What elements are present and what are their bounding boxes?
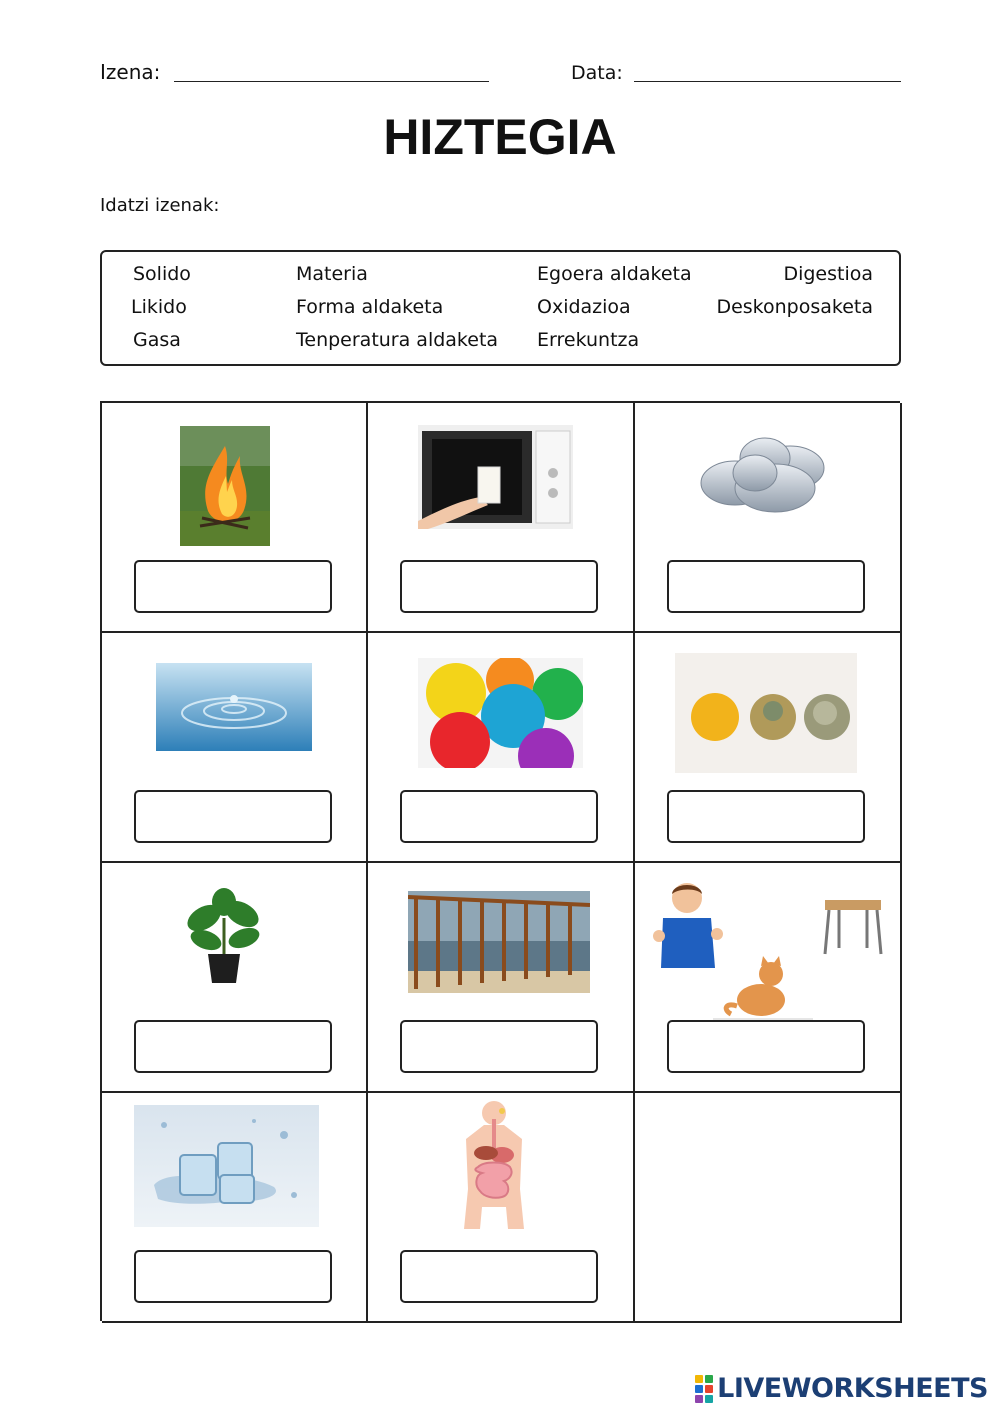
word-bank-item: Digestioa xyxy=(783,263,873,285)
name-label: Izena: xyxy=(100,60,161,84)
answer-box[interactable] xyxy=(667,1020,865,1073)
answer-box[interactable] xyxy=(400,790,598,843)
word-bank-item: Gasa xyxy=(133,329,181,351)
instruction-text: Idatzi izenak: xyxy=(100,195,220,216)
picture-grid xyxy=(100,401,900,1321)
boy-desk-cat-icon xyxy=(653,878,885,1020)
water-drop-icon xyxy=(156,663,312,751)
grid-cell xyxy=(102,633,368,863)
plant-icon xyxy=(184,888,264,985)
rusty-railing-icon xyxy=(408,891,590,993)
answer-box[interactable] xyxy=(400,1020,598,1073)
answer-box[interactable] xyxy=(400,560,598,613)
word-bank-item: Errekuntza xyxy=(537,329,640,351)
grid-cell xyxy=(368,403,635,633)
digestive-system-icon xyxy=(454,1099,534,1233)
answer-box[interactable] xyxy=(400,1250,598,1303)
word-bank-item: Tenperatura aldaketa xyxy=(296,329,499,351)
word-bank-item: Materia xyxy=(296,263,368,285)
grid-cell xyxy=(635,403,902,633)
answer-box[interactable] xyxy=(134,1250,332,1303)
name-field-line[interactable] xyxy=(174,81,489,82)
melting-ice-icon xyxy=(134,1105,319,1227)
answer-box[interactable] xyxy=(134,560,332,613)
rotten-fruit-icon xyxy=(675,653,857,773)
word-bank-item: Solido xyxy=(133,263,191,285)
footer-brand xyxy=(695,1373,988,1404)
word-bank-item: Oxidazioa xyxy=(537,296,631,318)
grid-cell xyxy=(102,1093,368,1323)
page-title: HIZTEGIA xyxy=(383,109,617,165)
play-dough-icon xyxy=(418,658,583,768)
grid-cell xyxy=(635,633,902,863)
word-bank xyxy=(100,250,901,366)
word-bank-item: Egoera aldaketa xyxy=(537,263,692,285)
fire-icon xyxy=(180,426,270,546)
date-label: Data: xyxy=(571,62,623,84)
liveworksheets-logo-icon xyxy=(695,1375,713,1403)
word-bank-item: Deskonposaketa xyxy=(716,296,873,318)
word-bank-item: Forma aldaketa xyxy=(296,296,444,318)
word-bank-item: Likido xyxy=(131,296,187,318)
grid-cell xyxy=(368,863,635,1093)
clouds-icon xyxy=(695,428,835,523)
date-field-line[interactable] xyxy=(634,81,901,82)
answer-box[interactable] xyxy=(134,1020,332,1073)
answer-box[interactable] xyxy=(667,560,865,613)
grid-cell-empty xyxy=(635,1093,902,1323)
grid-cell xyxy=(102,863,368,1093)
grid-cell xyxy=(368,633,635,863)
brand-name: LIVEWORKSHEETS xyxy=(717,1373,988,1404)
answer-box[interactable] xyxy=(667,790,865,843)
microwave-milk-icon xyxy=(418,425,573,529)
grid-cell xyxy=(635,863,902,1093)
answer-box[interactable] xyxy=(134,790,332,843)
grid-cell xyxy=(102,403,368,633)
grid-cell xyxy=(368,1093,635,1323)
